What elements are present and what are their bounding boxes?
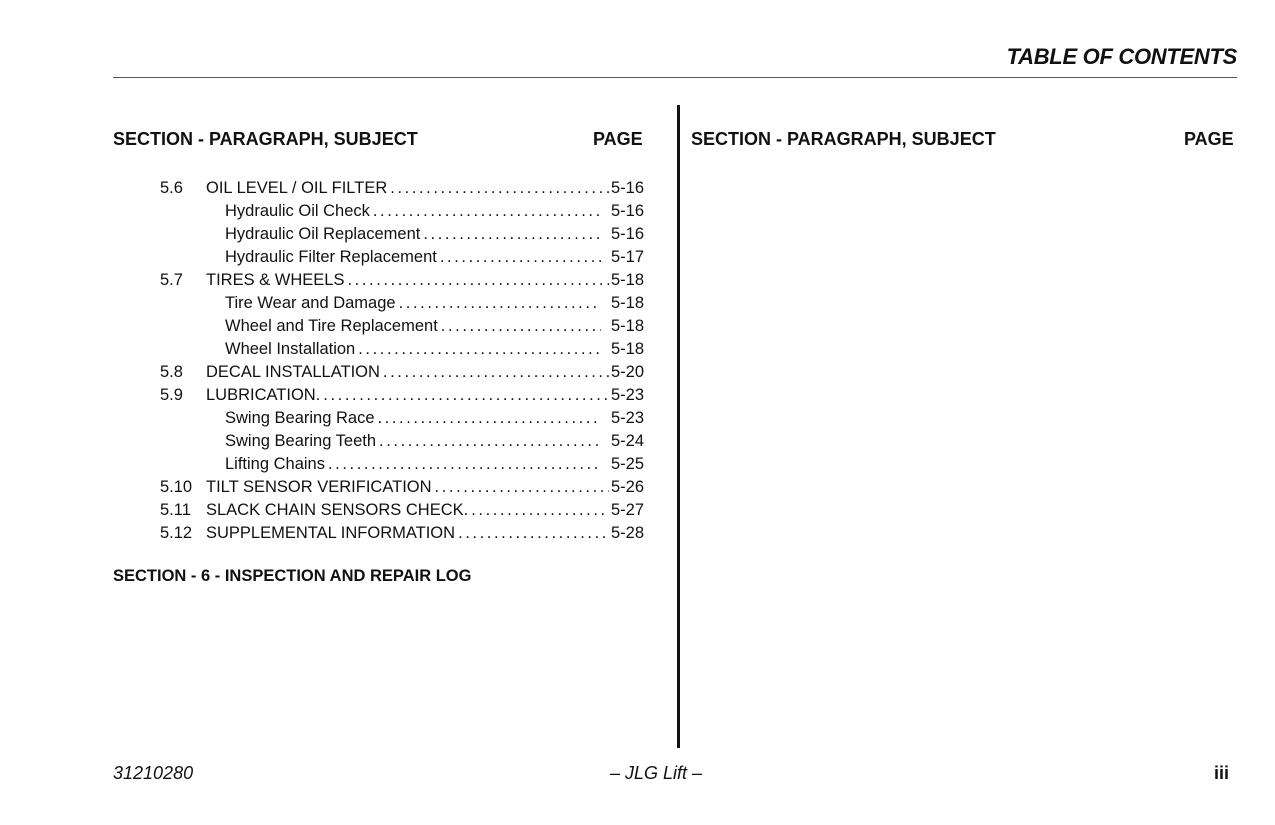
- toc-entry[interactable]: [225, 315, 644, 337]
- footer-page-number: iii: [1213, 763, 1229, 783]
- toc-entry[interactable]: [160, 476, 644, 498]
- toc-entry[interactable]: [225, 407, 644, 429]
- toc-entry[interactable]: [225, 338, 644, 360]
- header-rule: [113, 77, 1237, 78]
- toc-entry[interactable]: [160, 522, 644, 544]
- toc-entry-number: 5.11: [160, 501, 191, 519]
- page-header-title: TABLE OF CONTENTS: [1006, 44, 1237, 69]
- toc-leader-dots: [323, 384, 609, 406]
- toc-entry-page: 5-17: [610, 248, 644, 266]
- toc-leader-dots: [383, 361, 609, 383]
- toc-entry-page: 5-16: [610, 202, 644, 220]
- toc-leader-dots: [423, 223, 601, 245]
- toc-entry[interactable]: [225, 292, 644, 314]
- toc-entry[interactable]: [225, 430, 644, 452]
- toc-leader-dots: [328, 453, 601, 475]
- toc-leader-dots: [390, 177, 609, 199]
- toc-entry-text: LUBRICATION.: [206, 386, 321, 404]
- footer-doc-number: 31210280: [113, 763, 194, 783]
- toc-entry-number: 5.9: [160, 386, 183, 404]
- toc-entry-text: SLACK CHAIN SENSORS CHECK.: [206, 501, 469, 519]
- toc-entry-text: Hydraulic Filter Replacement: [225, 248, 437, 266]
- toc-leader-dots: [458, 522, 609, 544]
- toc-entry[interactable]: [160, 361, 644, 383]
- toc-entry-page: 5-23: [610, 409, 644, 427]
- left-column-page-label: PAGE: [593, 129, 643, 149]
- toc-entry[interactable]: [225, 246, 644, 268]
- toc-entry-page: 5-18: [610, 340, 644, 358]
- toc-leader-dots: [435, 476, 609, 498]
- toc-entry-number: 5.6: [160, 179, 183, 197]
- toc-entry-text: Swing Bearing Teeth: [225, 432, 377, 450]
- toc-entry[interactable]: [160, 269, 644, 291]
- toc-entry[interactable]: [160, 499, 644, 521]
- toc-entry-text: Hydraulic Oil Replacement: [225, 225, 421, 243]
- toc-entry-page: 5-20: [610, 363, 644, 381]
- toc-leader-dots: [378, 407, 601, 429]
- toc-entry[interactable]: [160, 177, 644, 199]
- right-column-page-label: PAGE: [1184, 129, 1234, 149]
- toc-entry-page: 5-16: [610, 179, 644, 197]
- toc-entry-text: OIL LEVEL / OIL FILTER: [206, 179, 388, 197]
- toc-entry-page: 5-18: [610, 294, 644, 312]
- toc-entry-text: Wheel Installation: [225, 340, 356, 358]
- toc-entry-text: TIRES & WHEELS: [206, 271, 345, 289]
- toc-entry-text: SUPPLEMENTAL INFORMATION: [206, 524, 456, 542]
- toc-entry-page: 5-27: [610, 501, 644, 519]
- toc-entry-text: Hydraulic Oil Check: [225, 202, 370, 220]
- toc-entry-page: 5-25: [610, 455, 644, 473]
- toc-entry-text: Swing Bearing Race: [225, 409, 375, 427]
- toc-leader-dots: [358, 338, 601, 360]
- toc-entry-page: 5-23: [610, 386, 644, 404]
- toc-entry[interactable]: [225, 223, 644, 245]
- toc-entry-page: 5-28: [610, 524, 644, 542]
- toc-entry-number: 5.8: [160, 363, 183, 381]
- toc-entry-number: 5.10: [160, 478, 193, 496]
- toc-entry-page: 5-24: [610, 432, 644, 450]
- toc-entry[interactable]: [225, 200, 644, 222]
- toc-entry-number: 5.12: [160, 524, 193, 542]
- toc-entry-page: 5-18: [610, 317, 644, 335]
- section-6-heading[interactable]: SECTION - 6 - INSPECTION AND REPAIR LOG: [113, 567, 472, 585]
- toc-leader-dots: [347, 269, 609, 291]
- toc-leader-dots: [441, 315, 601, 337]
- toc-leader-dots: [471, 499, 609, 521]
- toc-entry-text: Lifting Chains: [225, 455, 325, 473]
- toc-entry[interactable]: [160, 384, 644, 406]
- toc-leader-dots: [440, 246, 601, 268]
- toc-leader-dots: [399, 292, 601, 314]
- toc-leader-dots: [373, 200, 601, 222]
- right-column-head-label: SECTION - PARAGRAPH, SUBJECT: [691, 129, 996, 149]
- toc-entry-page: 5-26: [610, 478, 644, 496]
- left-column-head-label: SECTION - PARAGRAPH, SUBJECT: [113, 129, 418, 149]
- column-divider: [677, 105, 680, 748]
- toc-entry-text: Tire Wear and Damage: [225, 294, 396, 312]
- toc-entry[interactable]: [225, 453, 644, 475]
- toc-entry-text: DECAL INSTALLATION: [206, 363, 380, 381]
- toc-entry-page: 5-18: [610, 271, 644, 289]
- toc-entry-page: 5-16: [610, 225, 644, 243]
- toc-entry-number: 5.7: [160, 271, 183, 289]
- footer-brand: – JLG Lift –: [610, 763, 703, 783]
- toc-entry-text: TILT SENSOR VERIFICATION: [206, 478, 432, 496]
- toc-entry-text: Wheel and Tire Replacement: [225, 317, 438, 335]
- toc-leader-dots: [379, 430, 601, 452]
